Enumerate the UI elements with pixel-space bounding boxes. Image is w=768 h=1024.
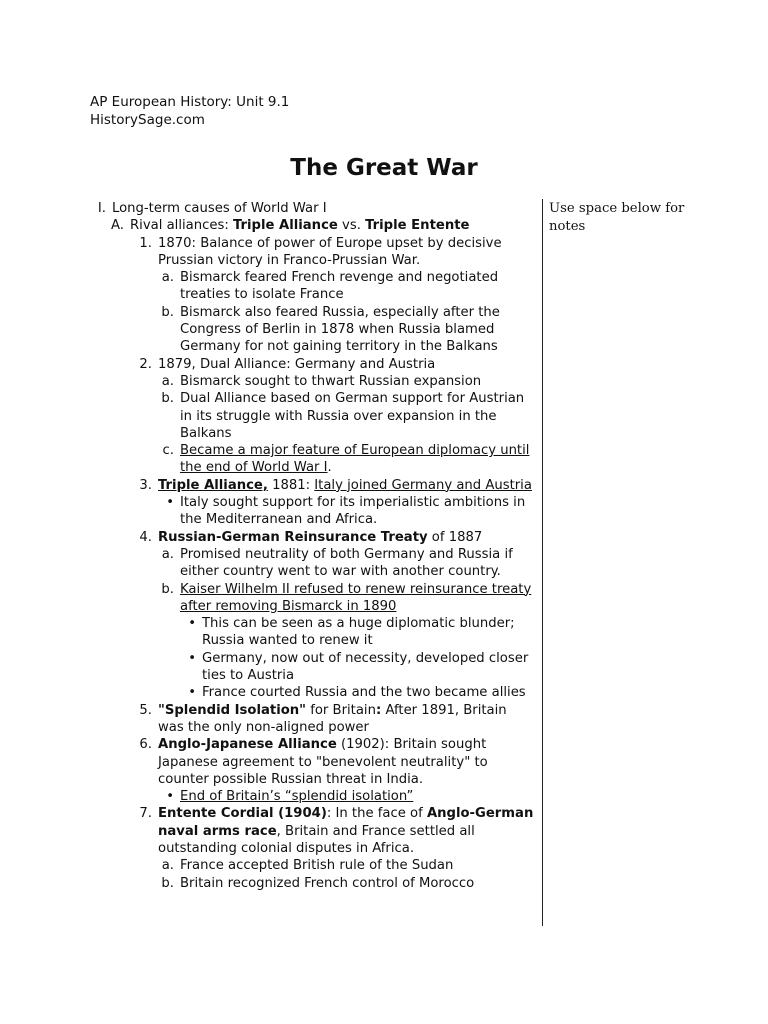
item-marker: 6.	[139, 737, 152, 753]
item-text	[158, 477, 536, 494]
item-marker: c.	[162, 443, 174, 459]
item-text: 1879, Dual Alliance: Germany and Austria	[158, 356, 436, 372]
bold-text: Russian-German Reinsurance Treaty	[158, 529, 428, 545]
outline-item-7b	[90, 875, 536, 892]
outline-bullet-6	[90, 788, 536, 805]
text-run: (1902): Britain sought Japanese agreement to "benevolent neutrality" to counter possible Russian threat in India.	[158, 737, 488, 787]
outline-item-4b	[90, 581, 536, 616]
text-run: , Britain and France settled all outstanding colonial disputes in Africa.	[158, 823, 475, 856]
underlined-text: Kaiser Wilhelm II refused to renew reinsurance treaty after removing Bismarck in 1890	[180, 581, 532, 614]
outline-bullet-4-2	[90, 650, 536, 685]
source-site: HistorySage.com	[90, 112, 205, 128]
item-text: This can be seen as a huge diplomatic blunder; Russia wanted to renew it	[202, 616, 515, 649]
outline-bullet-3	[90, 494, 536, 529]
outline-item-4a	[90, 546, 536, 581]
item-marker: b.	[161, 391, 174, 407]
outline-item-2b	[90, 390, 536, 442]
item-marker: 4.	[139, 529, 152, 545]
outline-item-7a	[90, 857, 536, 874]
bold-text: Triple Entente	[365, 218, 470, 234]
text-run: .	[327, 460, 332, 476]
bold-text: Entente Cordial (1904)	[158, 806, 327, 822]
bold-text: Triple Alliance,	[158, 477, 268, 493]
outline-item-2c	[90, 442, 536, 477]
outline-item-7	[90, 805, 536, 857]
item-text: Promised neutrality of both Germany and Russia if either country went to war with another country.	[180, 546, 513, 580]
text-run: : In the face of	[326, 806, 427, 822]
bullet-marker: •	[188, 616, 196, 632]
underlined-text: End of Britain’s “splendid isolation”	[180, 789, 414, 805]
item-text	[130, 217, 536, 234]
item-marker: a.	[161, 858, 174, 874]
outline-bullet-4-3	[90, 684, 536, 701]
bullet-marker: •	[166, 495, 174, 511]
item-marker: a.	[161, 270, 174, 286]
item-text: Bismarck also feared Russia, especially after the Congress of Berlin in 1878 when Russia blamed Germany for not gaining territory in the Balkans	[180, 304, 500, 355]
text-run: 1881:	[267, 477, 315, 493]
item-text: Britain recognized French control of Morocco	[180, 875, 475, 891]
text-run: of 1887	[427, 529, 483, 545]
outline-item-1	[90, 235, 536, 270]
item-text: Bismarck sought to thwart Russian expansion	[180, 373, 482, 389]
outline-item-6	[90, 736, 536, 788]
document-header	[90, 93, 289, 129]
item-marker: I.	[97, 201, 106, 216]
item-text: Germany, now out of necessity, developed closer ties to Austria	[202, 650, 529, 684]
item-marker: 7.	[139, 806, 152, 822]
outline-item-2a	[90, 373, 536, 390]
item-text: France accepted British rule of the Sudan	[180, 858, 454, 874]
notes-divider	[542, 199, 543, 926]
item-marker: b.	[161, 875, 174, 891]
bullet-marker: •	[166, 789, 174, 805]
outline-item-5	[90, 702, 536, 737]
item-text: France courted Russia and the two became allies	[202, 685, 526, 701]
item-marker: b.	[161, 304, 174, 320]
notes-column: Use space below for notes	[549, 201, 685, 234]
item-marker: a.	[161, 373, 174, 389]
bold-text: "Splendid Isolation"	[158, 702, 307, 718]
item-text: Dual Alliance based on German support for Austrian in its struggle with Russia over expansion in the Balkans	[180, 391, 525, 441]
outline-item-a	[90, 217, 536, 234]
item-text: Long-term causes of World War I	[112, 201, 327, 216]
outline	[90, 200, 536, 892]
page-title: The Great War	[290, 155, 478, 181]
bold-text: Anglo-German naval arms race	[158, 806, 534, 839]
item-text: 1870: Balance of power of Europe upset by decisive Prussian victory in Franco-Prussian War.	[158, 235, 502, 268]
item-text: Bismarck feared French revenge and negotiated treaties to isolate France	[180, 270, 499, 303]
bold-text: Triple Alliance	[232, 218, 338, 234]
underlined-text: Became a major feature of European diplomacy until the end of World War I	[180, 443, 530, 476]
outline-item-1a	[90, 269, 536, 304]
item-marker: 1.	[139, 235, 152, 251]
item-marker: b.	[161, 581, 174, 597]
item-text	[158, 805, 536, 857]
item-marker: A.	[111, 218, 124, 234]
text-run: Rival alliances:	[130, 218, 233, 234]
underlined-text: Italy joined Germany and Austria	[314, 477, 532, 493]
text-run: vs.	[337, 218, 366, 234]
outline-bullet-4-1	[90, 615, 536, 650]
bold-text: Anglo-Japanese Alliance	[158, 737, 337, 753]
course-title: AP European History: Unit 9.1	[90, 94, 290, 110]
item-text	[180, 442, 536, 477]
text-run: for Britain	[306, 702, 376, 718]
item-marker: 5.	[139, 702, 152, 718]
bold-text: :	[375, 702, 382, 718]
outline-item-3	[90, 477, 536, 494]
bullet-marker: •	[188, 685, 196, 701]
item-marker: 2.	[139, 356, 152, 372]
item-text	[158, 736, 536, 788]
item-marker: a.	[161, 546, 174, 562]
item-marker: 3.	[139, 477, 152, 493]
item-text	[158, 702, 536, 737]
outline-item-i	[90, 200, 536, 217]
bullet-marker: •	[188, 650, 196, 666]
outline-item-2	[90, 356, 536, 373]
item-text: Italy sought support for its imperialistic ambitions in the Mediterranean and Africa.	[180, 495, 526, 528]
item-text	[158, 529, 536, 546]
outline-item-1b	[90, 304, 536, 356]
outline-item-4	[90, 529, 536, 546]
text-run: After 1891, Britain was the only non-aligned power	[158, 702, 507, 735]
